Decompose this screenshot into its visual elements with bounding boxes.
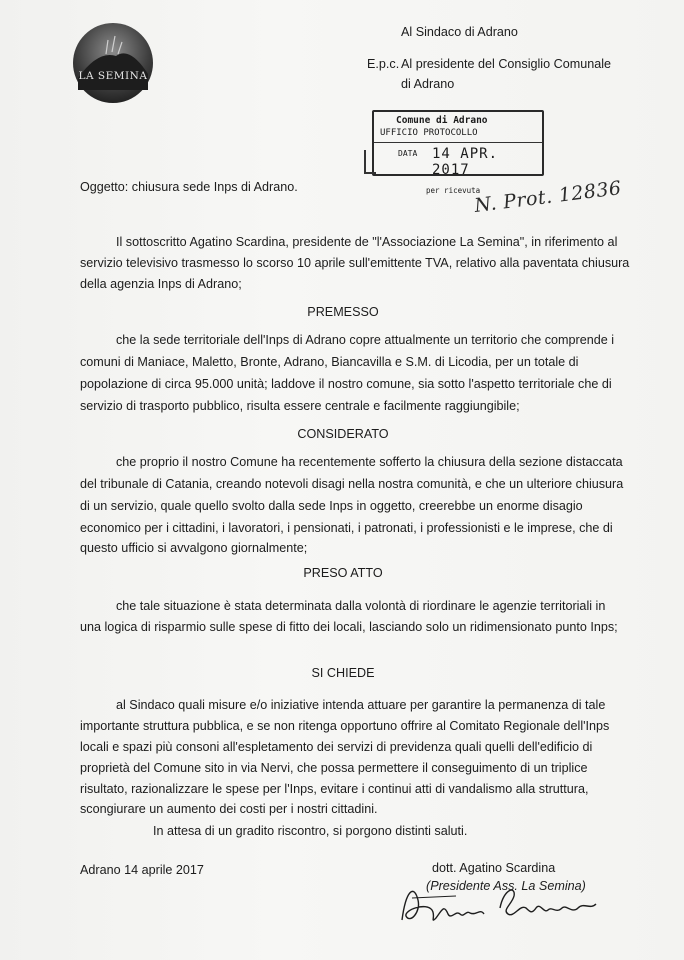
la-semina-logo xyxy=(70,20,156,106)
heading-si-chiede: SI CHIEDE xyxy=(311,666,375,680)
stamp-title: Comune di Adrano xyxy=(396,115,488,126)
premesso-line-4: servizio di trasporto pubblico, risulta essere centrale e facilmente raggiungibile; xyxy=(80,399,520,413)
place-date: Adrano 14 aprile 2017 xyxy=(80,863,204,877)
handwritten-signature xyxy=(396,880,606,930)
premesso-line-3: popolazione di circa 95.000 unità; laddove il nostro comune, sia sotto l'aspetto territoriale che di xyxy=(80,377,612,391)
intro-line-3: della agenzia Inps di Adrano; xyxy=(80,277,242,291)
si-chiede-line-2: importante struttura pubblica, e se non ritenga opportuno offrire al Comitato Regionale dell'Inps xyxy=(80,719,610,733)
stamp-border xyxy=(364,150,376,174)
protocol-stamp xyxy=(372,110,544,195)
handwritten-protocol-number: N. Prot. 12836 xyxy=(473,177,623,217)
heading-considerato: CONSIDERATO xyxy=(297,427,389,441)
subject-line: Oggetto: chiusura sede Inps di Adrano. xyxy=(80,180,298,194)
si-chiede-line-4: proprietà del Comune sito in via Nervi, che possa permettere il conseguimento di un triplice xyxy=(80,761,588,775)
heading-premesso: PREMESSO xyxy=(307,305,379,319)
si-chiede-line-1: al Sindaco quali misure e/o iniziative intenda attuare per garantire la permanenza di tale xyxy=(116,698,606,712)
stamp-office: UFFICIO PROTOCOLLO xyxy=(380,128,478,138)
recipient-council-president: Al presidente del Consiglio Comunale xyxy=(401,57,612,71)
epc-label: E.p.c. xyxy=(367,57,400,71)
considerato-line-5: questo ufficio si avvalgono giornalmente; xyxy=(80,541,308,555)
premesso-line-2: comuni di Maniace, Maletto, Bronte, Adrano, Biancavilla e S.M. di Licodia, per un totale di xyxy=(80,355,579,369)
si-chiede-line-5: risultato, razionalizzare le spese per l'Inps, evitare i continui atti di vandalismo alla struttura, xyxy=(80,782,589,796)
intro-line-2: servizio televisivo trasmesso lo scorso 10 aprile sull'emittente TVA, relativo alla paventata chiusura xyxy=(80,256,630,270)
si-chiede-line-6: scongiurare un aumento dei costi per i nostri cittadini. xyxy=(80,802,378,816)
intro-line-1: Il sottoscritto Agatino Scardina, presidente de "l'Associazione La Semina", in riferimento al xyxy=(116,235,618,249)
closing-greeting: In attesa di un gradito riscontro, si porgono distinti saluti. xyxy=(153,824,468,838)
premesso-line-1: che la sede territoriale dell'Inps di Adrano copre attualmente un territorio che comprende i xyxy=(116,333,615,347)
considerato-line-2: del tribunale di Catania, creando notevoli disagi nella nostra comunità, e che un ulteriore chiusura xyxy=(80,477,624,491)
preso-atto-line-1: che tale situazione è stata determinata dalla volontà di riordinare le agenzie territoriali in xyxy=(116,599,606,613)
recipient-mayor: Al Sindaco di Adrano xyxy=(401,25,518,39)
signatory-name: dott. Agatino Scardina xyxy=(432,861,556,875)
svg-text:LA SEMINA: LA SEMINA xyxy=(78,70,148,82)
stamp-data-label: DATA xyxy=(398,149,418,158)
si-chiede-line-3: locali e spazi più consoni all'espletamento dei servizi di previdenza quali quelli dell'edificio di xyxy=(80,740,593,754)
considerato-line-3: di un servizio, quale quello svolto dalla sede Inps in oggetto, creerebbe un enorme disagio xyxy=(80,499,583,513)
considerato-line-1: che proprio il nostro Comune ha recentemente sofferto la chiusura della sezione distaccata xyxy=(116,455,623,469)
heading-preso-atto: PRESO ATTO xyxy=(303,566,383,580)
recipient-council-city: di Adrano xyxy=(401,77,455,91)
considerato-line-4: economico per i cittadini, i lavoratori, i pensionati, i patronati, i professionisti e le imprese, che di xyxy=(80,521,613,535)
signatory-role: (Presidente Ass. La Semina) xyxy=(426,879,586,893)
stamp-date: 14 APR. 2017 xyxy=(432,146,499,178)
stamp-footer: per ricevuta xyxy=(426,186,481,195)
preso-atto-line-2: una logica di risparmio sulle spese di fitto dei locali, lasciando solo un ridimensionato punto Inps; xyxy=(80,620,618,634)
